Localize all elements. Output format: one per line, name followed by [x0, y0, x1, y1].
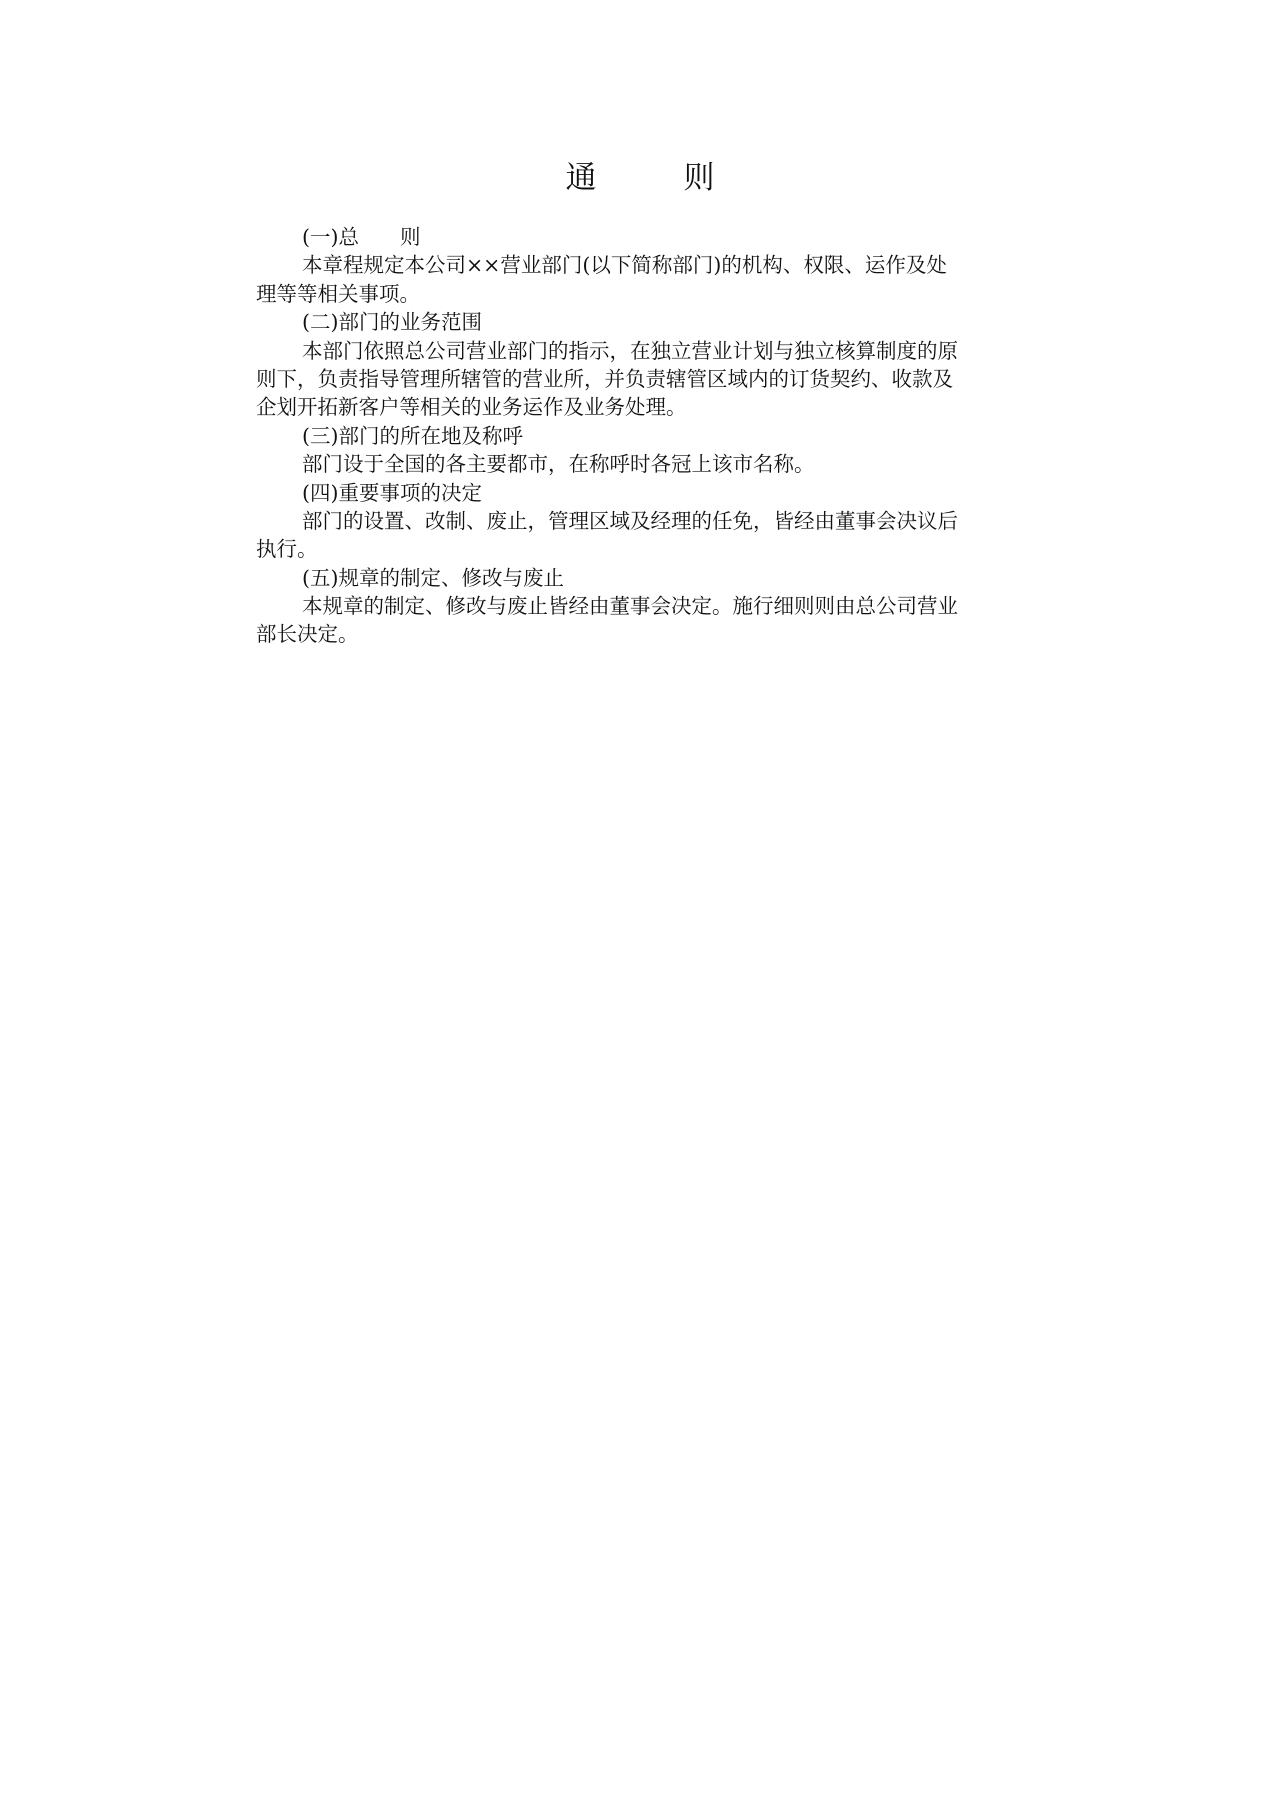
paragraph-line: 执行。: [256, 537, 318, 562]
page-title: 通 则: [565, 160, 743, 196]
section-heading-5: (五)规章的制定、修改与废止: [302, 565, 564, 590]
section-heading-4: (四)重要事项的决定: [302, 480, 482, 505]
paragraph-line: 企划开拓新客户等相关的业务运作及业务处理。: [256, 395, 687, 420]
section-heading-2: (二)部门的业务范围: [302, 310, 482, 335]
paragraph-line: 本章程规定本公司××营业部门(以下简称部门)的机构、权限、运作及处: [302, 253, 947, 278]
paragraph-line: 则下，负责指导管理所辖管的营业所，并负责辖管区域内的订货契约、收款及: [256, 366, 953, 391]
paragraph-line: 部门的设置、改制、废止，管理区域及经理的任免，皆经由董事会决议后: [302, 508, 958, 533]
section-heading-1: (一)总 则: [302, 225, 421, 249]
section-heading-3: (三)部门的所在地及称呼: [302, 423, 523, 448]
document-body: [256, 223, 1030, 649]
paragraph-line: 本规章的制定、修改与废止皆经由董事会决定。施行细则则由总公司营业: [302, 594, 958, 619]
paragraph-line: 部门设于全国的各主要都市，在称呼时各冠上该市名称。: [302, 452, 815, 477]
paragraph-line: 理等等相关事项。: [256, 281, 420, 306]
paragraph-line: 本部门依照总公司营业部门的指示，在独立营业计划与独立核算制度的原: [302, 338, 958, 363]
paragraph-line: 部长决定。: [256, 622, 359, 647]
